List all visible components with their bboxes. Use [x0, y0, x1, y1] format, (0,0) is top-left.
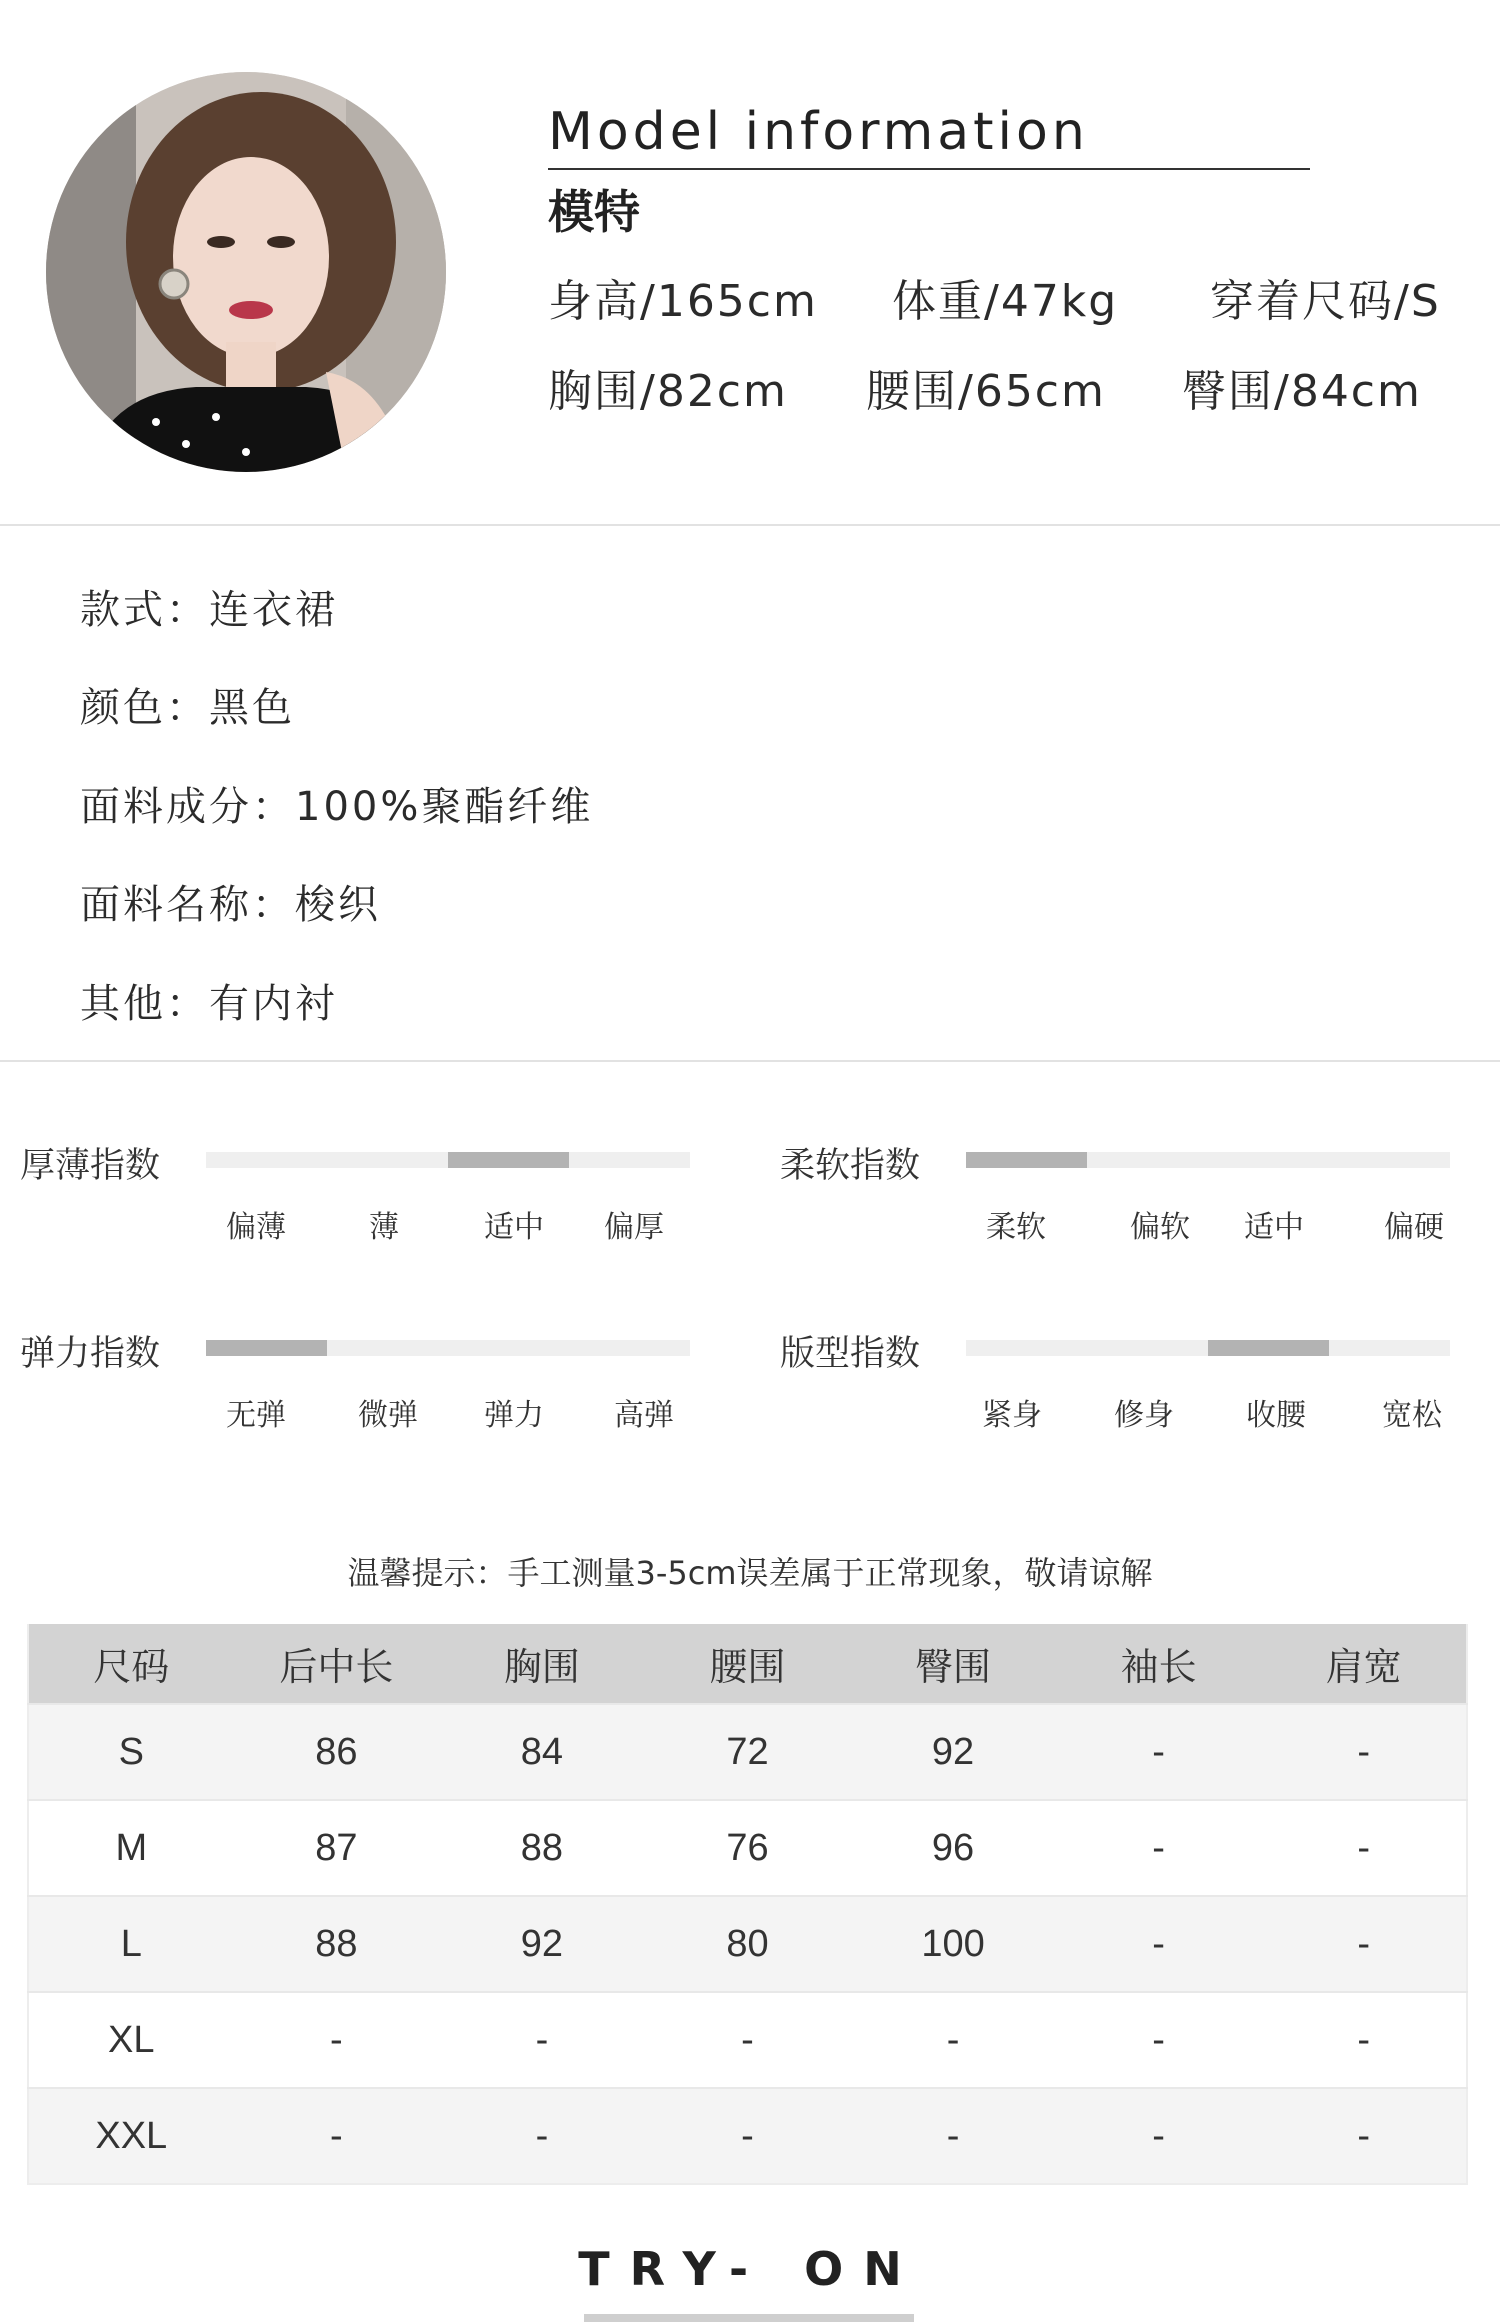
table-cell: - — [1261, 2088, 1467, 2184]
table-cell: 100 — [850, 1896, 1056, 1992]
table-row — [28, 1992, 1467, 2088]
table-cell: 72 — [645, 1704, 851, 1800]
table-row — [28, 1896, 1467, 1992]
header-waist: 腰围 — [645, 1624, 851, 1704]
table-cell: - — [1261, 1992, 1467, 2088]
softness-option: 偏硬 — [1384, 1210, 1444, 1245]
elasticity-option: 微弹 — [358, 1398, 418, 1433]
elasticity-option: 无弹 — [226, 1398, 286, 1433]
elasticity-index-fill — [206, 1340, 327, 1356]
elasticity-index-label: 弹力指数 — [20, 1334, 161, 1374]
table-row — [28, 2088, 1467, 2184]
table-cell: 88 — [234, 1896, 440, 1992]
table-cell: - — [645, 1992, 851, 2088]
thickness-index-fill — [448, 1152, 569, 1168]
section-divider — [0, 1060, 1500, 1062]
model-weight: 体重/47kg — [892, 276, 1119, 327]
header-sleeve: 袖长 — [1056, 1624, 1262, 1704]
header-bust: 胸围 — [439, 1624, 645, 1704]
header-hip: 臀围 — [850, 1624, 1056, 1704]
table-row — [28, 1800, 1467, 1896]
header-size: 尺码 — [28, 1624, 234, 1704]
model-height: 身高/165cm — [548, 276, 818, 327]
table-cell: 80 — [645, 1896, 851, 1992]
table-cell: - — [439, 2088, 645, 2184]
model-size-worn: 穿着尺码/S — [1210, 276, 1441, 327]
table-cell: 86 — [234, 1704, 440, 1800]
try-on-underline — [584, 2314, 914, 2322]
table-cell: - — [1056, 1800, 1262, 1896]
table-cell: - — [1261, 1704, 1467, 1800]
section-divider — [0, 524, 1500, 526]
model-avatar — [46, 72, 446, 472]
thickness-option: 偏薄 — [226, 1210, 286, 1245]
table-cell: XL — [28, 1992, 234, 2088]
header-shoulder: 肩宽 — [1261, 1624, 1467, 1704]
elasticity-option: 高弹 — [614, 1398, 674, 1433]
table-cell: - — [1261, 1896, 1467, 1992]
table-cell: 96 — [850, 1800, 1056, 1896]
attr-style: 款式：连衣裙 — [80, 587, 338, 633]
thickness-index-label: 厚薄指数 — [20, 1146, 161, 1186]
model-bust: 胸围/82cm — [548, 366, 788, 417]
softness-index-fill — [966, 1152, 1087, 1168]
table-cell: - — [234, 2088, 440, 2184]
model-info-title: Model information — [548, 102, 1089, 162]
title-divider — [548, 168, 1310, 170]
table-cell: 76 — [645, 1800, 851, 1896]
table-cell: M — [28, 1800, 234, 1896]
attr-color: 颜色：黑色 — [80, 685, 295, 731]
softness-option: 偏软 — [1130, 1210, 1190, 1245]
thickness-option: 薄 — [369, 1210, 399, 1245]
table-cell: - — [1056, 1992, 1262, 2088]
softness-index-bar — [966, 1152, 1450, 1168]
table-cell: S — [28, 1704, 234, 1800]
table-cell: - — [1056, 1704, 1262, 1800]
elasticity-index-bar — [206, 1340, 690, 1356]
fit-option: 宽松 — [1382, 1398, 1442, 1433]
attr-other: 其他：有内衬 — [80, 981, 338, 1027]
table-cell: 92 — [439, 1896, 645, 1992]
fit-option: 修身 — [1114, 1398, 1174, 1433]
table-cell: L — [28, 1896, 234, 1992]
table-cell: - — [439, 1992, 645, 2088]
measurement-notice: 温馨提示：手工测量3-5cm误差属于正常现象，敬请谅解 — [347, 1554, 1153, 1592]
table-row — [28, 1704, 1467, 1800]
model-hip: 臀围/84cm — [1182, 366, 1422, 417]
table-cell: - — [1261, 1800, 1467, 1896]
table-cell: 88 — [439, 1800, 645, 1896]
fit-index-bar — [966, 1340, 1450, 1356]
softness-option: 适中 — [1244, 1210, 1304, 1245]
attr-fabric-composition: 面料成分：100%聚酯纤维 — [80, 784, 594, 830]
size-chart-table — [27, 1624, 1468, 2185]
table-cell: 84 — [439, 1704, 645, 1800]
thickness-index-bar — [206, 1152, 690, 1168]
table-cell: - — [645, 2088, 851, 2184]
model-label: 模特 — [548, 185, 640, 239]
table-cell: - — [1056, 1896, 1262, 1992]
elasticity-option: 弹力 — [484, 1398, 544, 1433]
table-cell: 87 — [234, 1800, 440, 1896]
header-back-length: 后中长 — [234, 1624, 440, 1704]
thickness-option: 偏厚 — [604, 1210, 664, 1245]
try-on-heading: TRY- ON — [578, 2242, 922, 2296]
fit-option: 紧身 — [982, 1398, 1042, 1433]
table-cell: - — [1056, 2088, 1262, 2184]
softness-option: 柔软 — [986, 1210, 1046, 1245]
model-waist: 腰围/65cm — [866, 366, 1106, 417]
attr-fabric-name: 面料名称：梭织 — [80, 882, 381, 928]
softness-index-label: 柔软指数 — [780, 1146, 921, 1186]
thickness-option: 适中 — [484, 1210, 544, 1245]
table-cell: - — [850, 1992, 1056, 2088]
fit-option: 收腰 — [1246, 1398, 1306, 1433]
table-cell: XXL — [28, 2088, 234, 2184]
fit-index-fill — [1208, 1340, 1329, 1356]
table-cell: - — [850, 2088, 1056, 2184]
fit-index-label: 版型指数 — [780, 1334, 921, 1374]
table-header-row — [28, 1624, 1467, 1704]
table-cell: 92 — [850, 1704, 1056, 1800]
table-cell: - — [234, 1992, 440, 2088]
